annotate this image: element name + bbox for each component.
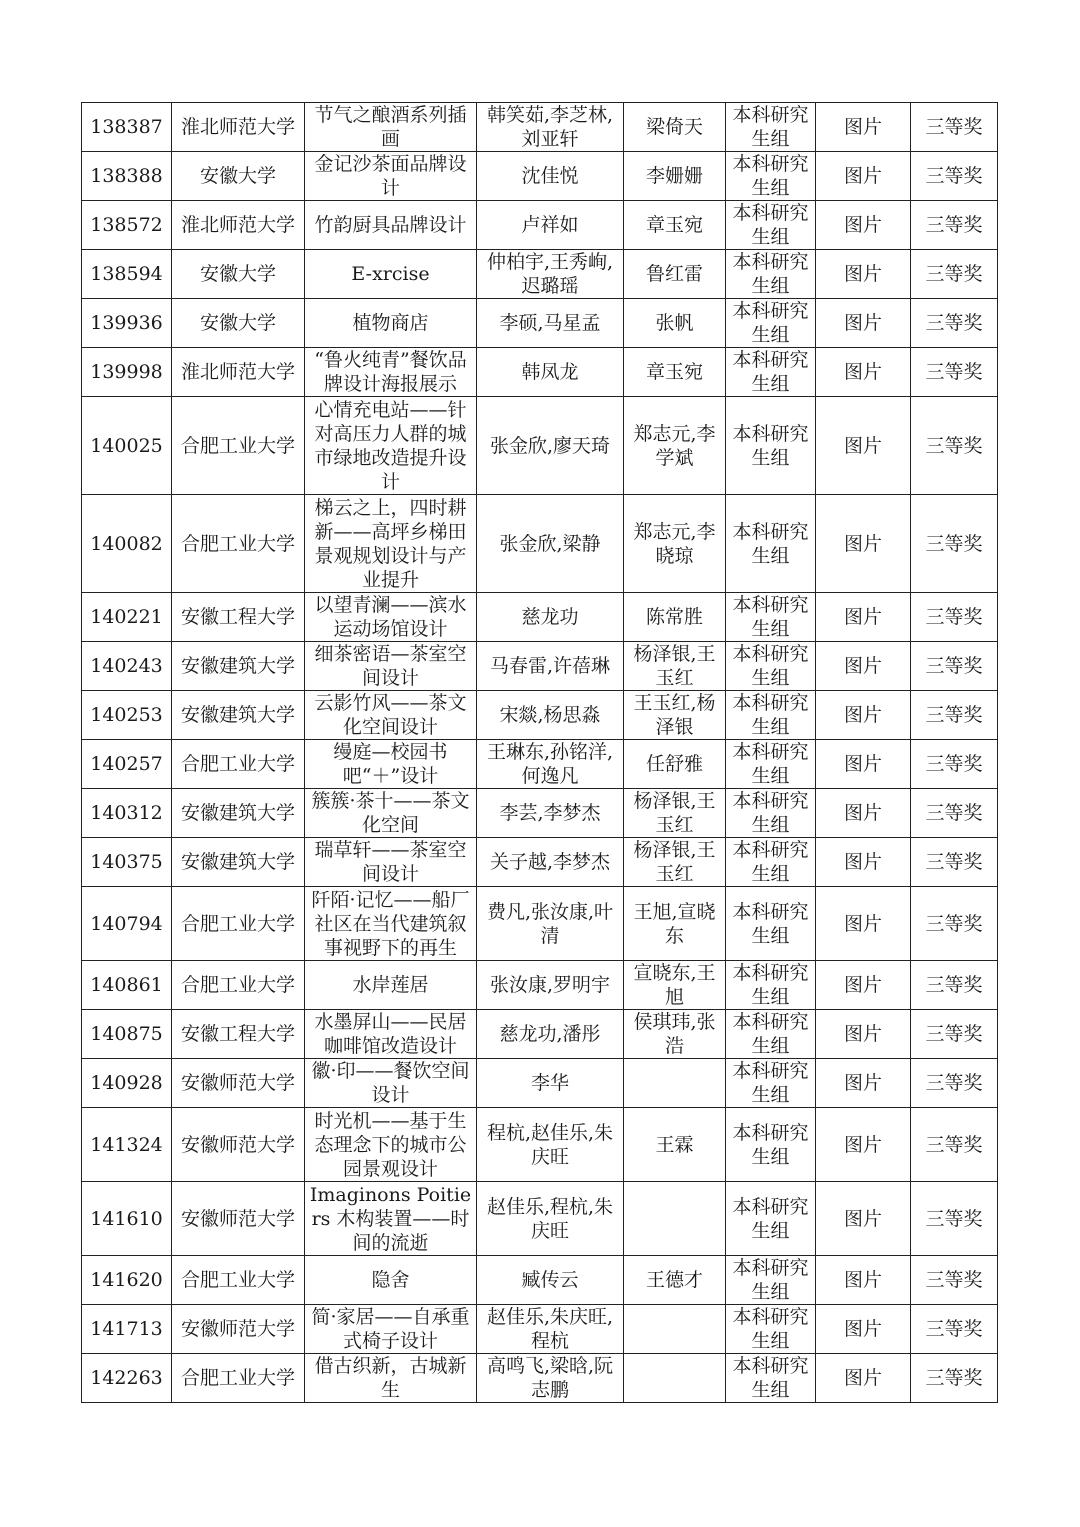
table-row	[82, 1305, 998, 1354]
cell-award: 三等奖	[911, 789, 998, 838]
cell-category: 图片	[816, 152, 911, 201]
cell-school: 淮北师范大学	[172, 201, 305, 250]
cell-school: 安徽建筑大学	[172, 642, 305, 691]
cell-category: 图片	[816, 348, 911, 397]
cell-authors: 费凡,张汝康,叶清	[477, 887, 624, 961]
cell-id: 138388	[82, 152, 172, 201]
cell-title: Imaginons Poitiers 木构装置——时间的流逝	[305, 1182, 477, 1256]
awards-table	[81, 102, 998, 1403]
cell-title: 植物商店	[305, 299, 477, 348]
cell-group: 本科研究生组	[726, 789, 816, 838]
cell-category: 图片	[816, 642, 911, 691]
cell-school: 合肥工业大学	[172, 887, 305, 961]
cell-authors: 卢祥如	[477, 201, 624, 250]
cell-authors: 张汝康,罗明宇	[477, 961, 624, 1010]
cell-advisor: 任舒雅	[624, 740, 726, 789]
table-row	[82, 103, 998, 152]
cell-title: 细茶密语—茶室空间设计	[305, 642, 477, 691]
cell-award: 三等奖	[911, 103, 998, 152]
cell-award: 三等奖	[911, 250, 998, 299]
cell-category: 图片	[816, 299, 911, 348]
cell-group: 本科研究生组	[726, 299, 816, 348]
table-row	[82, 1010, 998, 1059]
cell-id: 138387	[82, 103, 172, 152]
cell-authors: 慈龙功,潘彤	[477, 1010, 624, 1059]
table-row	[82, 691, 998, 740]
cell-title: 簇簇·茶十——茶文化空间	[305, 789, 477, 838]
cell-group: 本科研究生组	[726, 691, 816, 740]
cell-category: 图片	[816, 961, 911, 1010]
cell-id: 142263	[82, 1354, 172, 1403]
cell-group: 本科研究生组	[726, 593, 816, 642]
cell-group: 本科研究生组	[726, 740, 816, 789]
cell-authors: 韩凤龙	[477, 348, 624, 397]
cell-award: 三等奖	[911, 348, 998, 397]
cell-authors: 赵佳乐,朱庆旺,程杭	[477, 1305, 624, 1354]
cell-title: 金记沙茶面品牌设计	[305, 152, 477, 201]
cell-school: 安徽工程大学	[172, 1010, 305, 1059]
cell-advisor: 王旭,宣晓东	[624, 887, 726, 961]
cell-title: 时光机——基于生态理念下的城市公园景观设计	[305, 1108, 477, 1182]
cell-category: 图片	[816, 250, 911, 299]
cell-advisor: 李姗姗	[624, 152, 726, 201]
cell-group: 本科研究生组	[726, 887, 816, 961]
cell-school: 安徽大学	[172, 299, 305, 348]
cell-id: 138594	[82, 250, 172, 299]
cell-id: 140875	[82, 1010, 172, 1059]
cell-id: 140375	[82, 838, 172, 887]
cell-id: 140861	[82, 961, 172, 1010]
table-row	[82, 397, 998, 495]
cell-group: 本科研究生组	[726, 1182, 816, 1256]
cell-title: 心情充电站——针对高压力人群的城市绿地改造提升设计	[305, 397, 477, 495]
cell-advisor: 郑志元,李学斌	[624, 397, 726, 495]
table-row	[82, 1354, 998, 1403]
table-row	[82, 642, 998, 691]
cell-group: 本科研究生组	[726, 495, 816, 593]
cell-group: 本科研究生组	[726, 1108, 816, 1182]
cell-id: 141324	[82, 1108, 172, 1182]
cell-title: 以望青澜——滨水运动场馆设计	[305, 593, 477, 642]
cell-advisor: 章玉宛	[624, 201, 726, 250]
cell-school: 合肥工业大学	[172, 397, 305, 495]
cell-id: 140794	[82, 887, 172, 961]
cell-group: 本科研究生组	[726, 1305, 816, 1354]
cell-school: 安徽大学	[172, 152, 305, 201]
cell-title: 徽·印——餐饮空间设计	[305, 1059, 477, 1108]
cell-id: 140025	[82, 397, 172, 495]
cell-id: 141713	[82, 1305, 172, 1354]
cell-title: 瑞草轩——茶室空间设计	[305, 838, 477, 887]
cell-award: 三等奖	[911, 691, 998, 740]
cell-advisor: 王德才	[624, 1256, 726, 1305]
cell-id: 141610	[82, 1182, 172, 1256]
cell-authors: 张金欣,梁静	[477, 495, 624, 593]
cell-group: 本科研究生组	[726, 642, 816, 691]
cell-school: 安徽大学	[172, 250, 305, 299]
cell-category: 图片	[816, 593, 911, 642]
table-row	[82, 789, 998, 838]
cell-authors: 程杭,赵佳乐,朱庆旺	[477, 1108, 624, 1182]
cell-title: 水岸莲居	[305, 961, 477, 1010]
cell-advisor	[624, 1305, 726, 1354]
cell-advisor: 王霖	[624, 1108, 726, 1182]
cell-authors: 王琳东,孙铭洋,何逸凡	[477, 740, 624, 789]
cell-category: 图片	[816, 740, 911, 789]
cell-id: 140243	[82, 642, 172, 691]
cell-advisor	[624, 1182, 726, 1256]
cell-authors: 李硕,马星孟	[477, 299, 624, 348]
cell-authors: 赵佳乐,程杭,朱庆旺	[477, 1182, 624, 1256]
cell-category: 图片	[816, 397, 911, 495]
table-row	[82, 1182, 998, 1256]
cell-authors: 马春雷,许蓓琳	[477, 642, 624, 691]
cell-award: 三等奖	[911, 1305, 998, 1354]
cell-authors: 仲柏宇,王秀峋,迟璐瑶	[477, 250, 624, 299]
table-row	[82, 838, 998, 887]
table-row	[82, 250, 998, 299]
cell-title: “鲁火纯青”餐饮品牌设计海报展示	[305, 348, 477, 397]
table-row	[82, 495, 998, 593]
cell-title: 隐舍	[305, 1256, 477, 1305]
table-row	[82, 1059, 998, 1108]
table-row	[82, 299, 998, 348]
cell-id: 139936	[82, 299, 172, 348]
cell-title: 梯云之上，四时耕新——高坪乡梯田景观规划设计与产业提升	[305, 495, 477, 593]
cell-award: 三等奖	[911, 1010, 998, 1059]
cell-id: 140257	[82, 740, 172, 789]
cell-id: 140082	[82, 495, 172, 593]
cell-group: 本科研究生组	[726, 397, 816, 495]
cell-group: 本科研究生组	[726, 838, 816, 887]
cell-group: 本科研究生组	[726, 1059, 816, 1108]
cell-school: 安徽工程大学	[172, 593, 305, 642]
cell-award: 三等奖	[911, 1108, 998, 1182]
cell-group: 本科研究生组	[726, 348, 816, 397]
table-row	[82, 348, 998, 397]
cell-advisor: 宣晓东,王旭	[624, 961, 726, 1010]
cell-title: E-xrcise	[305, 250, 477, 299]
cell-authors: 李华	[477, 1059, 624, 1108]
cell-award: 三等奖	[911, 299, 998, 348]
cell-award: 三等奖	[911, 838, 998, 887]
cell-school: 安徽建筑大学	[172, 789, 305, 838]
cell-school: 合肥工业大学	[172, 961, 305, 1010]
cell-id: 140221	[82, 593, 172, 642]
cell-title: 阡陌·记忆——船厂社区在当代建筑叙事视野下的再生	[305, 887, 477, 961]
cell-award: 三等奖	[911, 1256, 998, 1305]
cell-category: 图片	[816, 1256, 911, 1305]
cell-title: 竹韵厨具品牌设计	[305, 201, 477, 250]
cell-category: 图片	[816, 838, 911, 887]
cell-group: 本科研究生组	[726, 1010, 816, 1059]
cell-category: 图片	[816, 1354, 911, 1403]
cell-school: 安徽建筑大学	[172, 838, 305, 887]
cell-award: 三等奖	[911, 593, 998, 642]
cell-title: 节气之酿酒系列插画	[305, 103, 477, 152]
cell-group: 本科研究生组	[726, 103, 816, 152]
cell-category: 图片	[816, 887, 911, 961]
cell-authors: 宋燚,杨思淼	[477, 691, 624, 740]
cell-advisor: 张帆	[624, 299, 726, 348]
cell-authors: 张金欣,廖天琦	[477, 397, 624, 495]
table-row	[82, 593, 998, 642]
table-row	[82, 201, 998, 250]
cell-category: 图片	[816, 1108, 911, 1182]
cell-id: 140928	[82, 1059, 172, 1108]
cell-award: 三等奖	[911, 201, 998, 250]
cell-category: 图片	[816, 1010, 911, 1059]
cell-category: 图片	[816, 495, 911, 593]
cell-award: 三等奖	[911, 1182, 998, 1256]
cell-advisor: 梁倚天	[624, 103, 726, 152]
cell-category: 图片	[816, 1059, 911, 1108]
cell-school: 安徽师范大学	[172, 1059, 305, 1108]
cell-category: 图片	[816, 201, 911, 250]
cell-category: 图片	[816, 103, 911, 152]
table-row	[82, 887, 998, 961]
cell-group: 本科研究生组	[726, 201, 816, 250]
cell-group: 本科研究生组	[726, 1354, 816, 1403]
cell-title: 简·家居——自承重式椅子设计	[305, 1305, 477, 1354]
cell-award: 三等奖	[911, 642, 998, 691]
cell-authors: 韩笑茹,李芝林,刘亚轩	[477, 103, 624, 152]
cell-school: 合肥工业大学	[172, 1354, 305, 1403]
cell-group: 本科研究生组	[726, 1256, 816, 1305]
cell-id: 138572	[82, 201, 172, 250]
cell-group: 本科研究生组	[726, 152, 816, 201]
cell-authors: 李芸,李梦杰	[477, 789, 624, 838]
cell-authors: 臧传云	[477, 1256, 624, 1305]
cell-award: 三等奖	[911, 1354, 998, 1403]
cell-category: 图片	[816, 1182, 911, 1256]
table-row	[82, 961, 998, 1010]
cell-id: 139998	[82, 348, 172, 397]
cell-authors: 关子越,李梦杰	[477, 838, 624, 887]
cell-id: 140253	[82, 691, 172, 740]
cell-school: 淮北师范大学	[172, 348, 305, 397]
cell-award: 三等奖	[911, 1059, 998, 1108]
cell-advisor: 杨泽银,王玉红	[624, 642, 726, 691]
cell-id: 140312	[82, 789, 172, 838]
cell-title: 水墨屏山——民居咖啡馆改造设计	[305, 1010, 477, 1059]
cell-advisor: 杨泽银,王玉红	[624, 789, 726, 838]
cell-school: 合肥工业大学	[172, 1256, 305, 1305]
cell-school: 安徽师范大学	[172, 1305, 305, 1354]
cell-school: 安徽师范大学	[172, 1182, 305, 1256]
cell-award: 三等奖	[911, 397, 998, 495]
cell-authors: 沈佳悦	[477, 152, 624, 201]
cell-group: 本科研究生组	[726, 250, 816, 299]
cell-authors: 高鸣飞,梁晗,阮志鹏	[477, 1354, 624, 1403]
cell-advisor: 杨泽银,王玉红	[624, 838, 726, 887]
cell-advisor: 章玉宛	[624, 348, 726, 397]
table-row	[82, 152, 998, 201]
table-body	[82, 103, 998, 1403]
cell-award: 三等奖	[911, 961, 998, 1010]
cell-school: 安徽师范大学	[172, 1108, 305, 1182]
cell-award: 三等奖	[911, 495, 998, 593]
cell-school: 淮北师范大学	[172, 103, 305, 152]
table-row	[82, 1256, 998, 1305]
cell-advisor	[624, 1354, 726, 1403]
cell-authors: 慈龙功	[477, 593, 624, 642]
cell-category: 图片	[816, 1305, 911, 1354]
cell-award: 三等奖	[911, 740, 998, 789]
cell-advisor: 王玉红,杨泽银	[624, 691, 726, 740]
cell-title: 云影竹风——茶文化空间设计	[305, 691, 477, 740]
table-row	[82, 1108, 998, 1182]
cell-id: 141620	[82, 1256, 172, 1305]
cell-advisor: 侯琪玮,张浩	[624, 1010, 726, 1059]
cell-advisor	[624, 1059, 726, 1108]
cell-category: 图片	[816, 691, 911, 740]
cell-advisor: 陈常胜	[624, 593, 726, 642]
cell-school: 合肥工业大学	[172, 495, 305, 593]
cell-advisor: 郑志元,李晓琼	[624, 495, 726, 593]
cell-title: 缦庭—校园书吧“＋”设计	[305, 740, 477, 789]
cell-advisor: 鲁红雷	[624, 250, 726, 299]
cell-category: 图片	[816, 789, 911, 838]
cell-group: 本科研究生组	[726, 961, 816, 1010]
cell-award: 三等奖	[911, 887, 998, 961]
table-row	[82, 740, 998, 789]
cell-school: 合肥工业大学	[172, 740, 305, 789]
cell-title: 借古织新，古城新生	[305, 1354, 477, 1403]
cell-school: 安徽建筑大学	[172, 691, 305, 740]
cell-award: 三等奖	[911, 152, 998, 201]
